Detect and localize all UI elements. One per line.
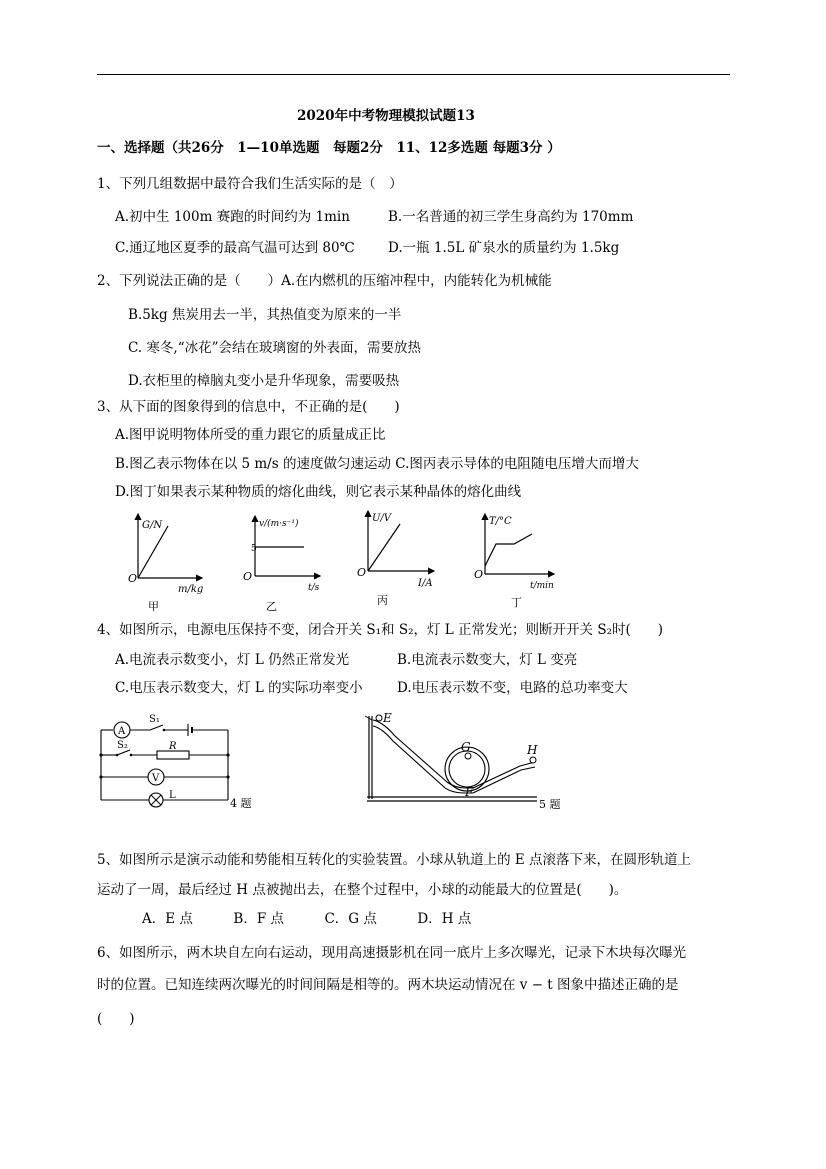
graph-jia-caption: 甲 <box>148 600 159 613</box>
graph-ding-caption: 丁 <box>511 596 522 609</box>
graph-bing-caption: 丙 <box>377 594 388 607</box>
graph-bing-ylabel: U/V <box>372 513 392 524</box>
point-e-label: E <box>383 711 392 725</box>
q3-option-bc: B.图乙表示物体在以 5 m/s 的速度做匀速运动 C.图丙表示导体的电阻随电压增大而增大 <box>115 456 639 472</box>
resistor-label: R <box>169 741 177 752</box>
q4-option-b: B.电流表示数变大，灯 L 变亮 <box>397 652 578 668</box>
graph-bing <box>357 511 434 607</box>
graph-ding-origin: O <box>474 568 484 581</box>
graph-jia-ylabel: G/N <box>142 520 163 531</box>
q4-option-a: A.电流表示数变小，灯 L 仍然正常发光 <box>115 652 350 668</box>
graph-bing-xlabel: I/A <box>418 578 433 589</box>
q3-option-a: A.图甲说明物体所受的重力跟它的质量成正比 <box>115 427 386 443</box>
switch-s1-icon <box>150 725 163 730</box>
q1-option-c: C.通辽地区夏季的最高气温可达到 80℃ <box>115 240 355 256</box>
q4-circuit-diagram <box>95 708 265 810</box>
resistor-icon <box>157 751 189 759</box>
lamp-label: L <box>169 790 176 801</box>
ball-h-icon <box>530 757 536 763</box>
circuit-caption: 4 题 <box>230 797 252 810</box>
graph-ding <box>474 514 554 609</box>
q5-track-diagram <box>355 704 575 810</box>
graph-ding-xlabel: t/min <box>530 581 554 591</box>
q5-line1: 5、如图所示是演示动能和势能相互转化的实验装置。小球从轨道上的 E 点滚落下来，在圆形轨道上 <box>97 852 692 868</box>
q5-line2: 运动了一周，最后经过 H 点被抛出去，在整个过程中，小球的动能最大的位置是( )。 <box>97 882 628 898</box>
graph-yi <box>243 516 320 613</box>
graph-jia-xlabel: m/kg <box>178 584 204 595</box>
graph-jia-origin: O <box>128 572 138 585</box>
q4-option-c: C.电压表示数变大，灯 L 的实际功率变小 <box>115 680 363 696</box>
q1-option-b: B.一名普通的初三学生身高约为 170mm <box>388 209 634 225</box>
q6-line2: 时的位置。已知连续两次曝光的时间间隔是相等的。两木块运动情况在 v − t 图象中描述正确的是 <box>97 977 679 993</box>
q3-stem: 3、从下面的图象得到的信息中，不正确的是( ) <box>97 399 400 415</box>
ammeter-label: A <box>118 726 126 737</box>
ball-e-icon <box>376 715 382 721</box>
graph-yi-origin: O <box>243 570 253 583</box>
graph-yi-ylabel: v/(m·s⁻¹) <box>259 519 299 529</box>
graph-yi-caption: 乙 <box>266 600 277 613</box>
q1-stem: 1、下列几组数据中最符合我们生活实际的是（ ） <box>97 176 403 192</box>
q1-option-a: A.初中生 100m 赛跑的时间约为 1min <box>115 209 350 225</box>
q4-stem: 4、如图所示，电源电压保持不变，闭合开关 S₁和 S₂，灯 L 正常发光；则断开开关 S₂时( ) <box>97 622 664 638</box>
point-f-label: F <box>465 785 474 799</box>
page-title: 2020年中考物理模拟试题13 <box>297 108 475 124</box>
switch-s2-label: S₂ <box>117 740 128 751</box>
header-rule <box>97 74 730 75</box>
graph-bing-origin: O <box>357 566 367 579</box>
q1-option-d: D.一瓶 1.5L 矿泉水的质量约为 1.5kg <box>388 240 620 256</box>
q4-option-d: D.电压表示数不变，电路的总功率变大 <box>397 680 628 696</box>
q6-line3: ( ) <box>97 1011 135 1027</box>
graph-yi-xlabel: t/s <box>308 583 320 593</box>
graph-jia <box>128 514 203 613</box>
q3-graphs <box>118 508 598 614</box>
q5-options: A．E 点 B．F 点 C．G 点 D．H 点 <box>142 911 472 927</box>
voltmeter-label: V <box>152 773 160 784</box>
q2-option-d: D.衣柜里的樟脑丸变小是升华现象，需要吸热 <box>128 373 400 389</box>
graph-ding-ylabel: T/°C <box>489 516 512 527</box>
q2-option-c: C. 寒冬,“冰花”会结在玻璃窗的外表面，需要放热 <box>128 340 422 356</box>
section-heading: 一、选择题（共26分 1—10单选题 每题2分 11、12多选题 每题3分 ） <box>97 140 561 156</box>
point-g-label: G <box>461 740 471 754</box>
q2-stem: 2、下列说法正确的是（ ）A.在内燃机的压缩冲程中，内能转化为机械能 <box>97 273 552 289</box>
switch-s1-label: S₁ <box>149 714 160 725</box>
q6-line1: 6、如图所示，两木块自左向右运动，现用高速摄影机在同一底片上多次曝光，记录下木块每次曝光 <box>97 945 687 961</box>
graph-yi-tick: 5 <box>251 544 257 554</box>
point-h-label: H <box>527 743 538 757</box>
track-caption: 5 题 <box>539 798 561 810</box>
q3-option-d: D.图丁如果表示某种物质的熔化曲线，则它表示某种晶体的熔化曲线 <box>115 484 522 500</box>
q2-option-b: B.5kg 焦炭用去一半，其热值变为原来的一半 <box>128 307 402 323</box>
